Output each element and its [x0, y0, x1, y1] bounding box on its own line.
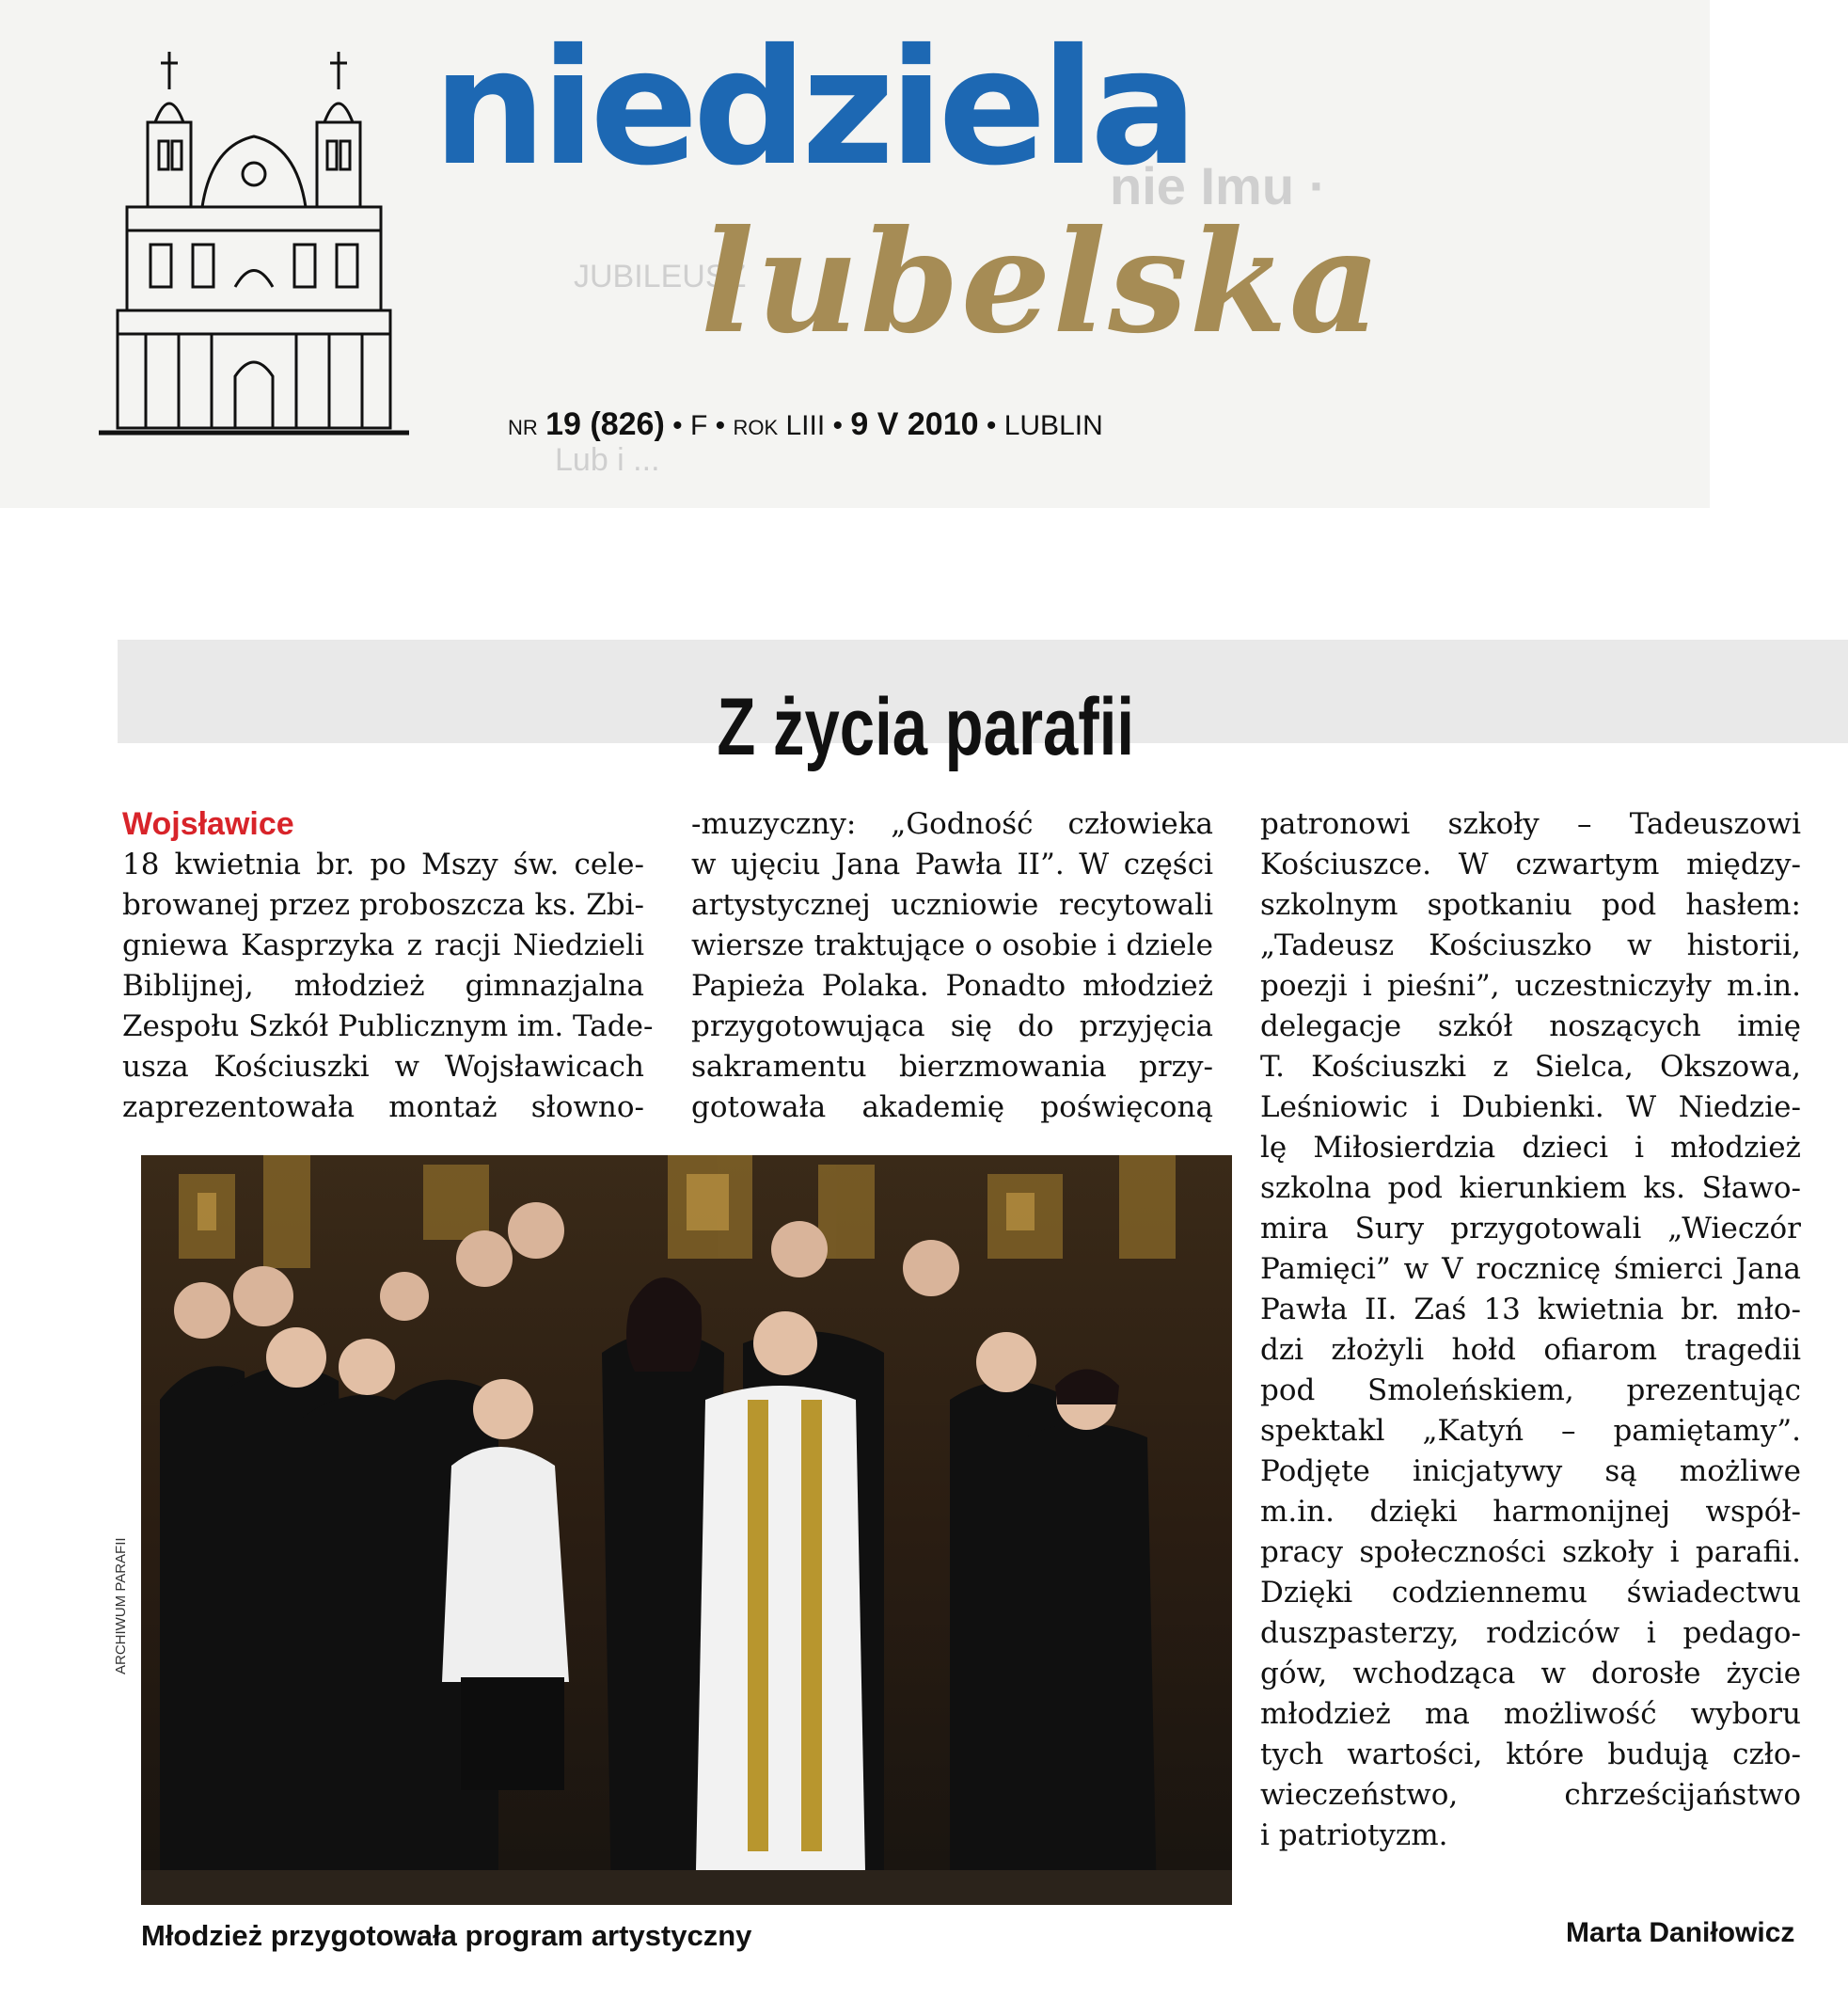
text-line: Pamięci” w V rocznicę śmierci Jana	[1260, 1252, 1801, 1286]
issue-rok-label: ROK	[733, 416, 779, 439]
text-line: -muzyczny: „Godność człowieka	[691, 807, 1213, 841]
text-line: delegacje szkół noszących imię	[1260, 1009, 1801, 1043]
text-line: Podjęte inicjatywy są możliwe	[1260, 1454, 1801, 1488]
text-line: mira Sury przygotowali „Wieczór	[1260, 1212, 1801, 1245]
issue-date: 9 V 2010	[850, 406, 979, 442]
text-line: Dzięki codziennemu świadectwu	[1260, 1576, 1801, 1610]
issue-edition: F	[689, 410, 708, 441]
text-line: pod Smoleńskiem, prezentując	[1260, 1373, 1801, 1407]
text-line: Kościuszce. W czwartym między-	[1260, 848, 1801, 881]
text-line: Leśniowic i Dubienki. W Niedzie-	[1260, 1090, 1801, 1124]
text-line: tych wartości, które budują czło-	[1260, 1737, 1801, 1771]
text-line: spektakl „Katyń – pamiętamy”.	[1260, 1414, 1801, 1448]
issue-city: LUBLIN	[1003, 410, 1103, 441]
text-line: gniewa Kasprzyka z racji Niedzieli	[122, 928, 644, 962]
text-line: T. Kościuszki z Sielca, Okszowa,	[1260, 1050, 1801, 1084]
text-line: artystycznej uczniowie recytowali	[691, 888, 1213, 922]
text-line: patronowi szkoły – Tadeuszowi	[1260, 807, 1801, 841]
issue-number: 19 (826)	[545, 406, 665, 442]
bleed-through-text: JUBILEUSZ	[574, 259, 747, 294]
article-author: Marta Daniłowicz	[1566, 1917, 1795, 1948]
text-line: dzi złożyli hołd ofiarom tragedii	[1260, 1333, 1801, 1367]
text-line: pracy społeczności szkoły i parafii.	[1260, 1535, 1801, 1569]
bleed-through-text: Lub i ...	[555, 442, 660, 478]
text-line: wieczeństwo, chrześcijaństwo	[1260, 1778, 1801, 1812]
text-line: 18 kwietnia br. po Mszy św. cele-	[122, 848, 644, 881]
article-column-2	[691, 804, 1213, 1128]
text-line: wiersze traktujące o osobie i dziele	[691, 928, 1213, 962]
article-place: Wojsławice	[122, 806, 294, 842]
text-line: i patriotyzm.	[1260, 1818, 1448, 1852]
group-photo	[141, 1155, 1232, 1905]
text-line: poezji i pieśni”, uczestniczyły m.in.	[1260, 969, 1801, 1003]
text-line: gów, wchodząca w dorosłe życie	[1260, 1657, 1801, 1690]
bleed-through-text: nie Imu ·	[1110, 156, 1327, 215]
article-column-3	[1260, 804, 1801, 1856]
article-clipping	[0, 640, 1848, 1999]
issue-rok: LIII	[785, 410, 826, 441]
text-line: Papieża Polaka. Ponadto młodzież	[691, 969, 1213, 1003]
text-line: m.in. dzięki harmonijnej współ-	[1260, 1495, 1801, 1529]
group-photo-image	[141, 1155, 1232, 1905]
text-line: sakramentu bierzmowania przy-	[691, 1050, 1213, 1084]
text-line: „Tadeusz Kościuszko w historii,	[1260, 928, 1801, 962]
text-line: młodzież ma możliwość wyboru	[1260, 1697, 1801, 1731]
text-line: szkolna pod kierunkiem ks. Sławo-	[1260, 1171, 1801, 1205]
text-line: duszpasterzy, rodziców i pedago-	[1260, 1616, 1801, 1650]
photo-credit: ARCHIWUM PARAFII	[113, 1537, 129, 1674]
text-line: gotowała akademię poświęconą	[691, 1090, 1213, 1124]
text-line: zaprezentowała montaż słowno-	[122, 1090, 644, 1124]
text-line: Zespołu Szkół Publicznym im. Tade-	[122, 1009, 654, 1043]
masthead-clipping	[0, 0, 1710, 508]
text-line: usza Kościuszki w Wojsławicach	[122, 1050, 644, 1084]
article-column-1	[122, 804, 654, 1128]
photo-caption: Młodzież przygotowała program artystyczny	[141, 1919, 752, 1952]
text-line: Biblijnej, młodzież gimnazjalna	[122, 969, 644, 1003]
text-line: w ujęciu Jana Pawła II”. W części	[691, 848, 1213, 881]
issue-nr-label: NR	[508, 416, 538, 439]
text-line: przygotowująca się do przyjęcia	[691, 1009, 1213, 1043]
article-title: Z życia parafii	[717, 682, 1134, 772]
text-line: szkolnym spotkaniu pod hasłem:	[1260, 888, 1801, 922]
church-logo-icon	[99, 33, 409, 447]
masthead-title: niedziela	[433, 15, 1193, 201]
masthead-subtitle: lubelska	[701, 199, 1382, 365]
text-line: browanej przez proboszcza ks. Zbi-	[122, 888, 644, 922]
text-line: Pawła II. Zaś 13 kwietnia br. mło-	[1260, 1293, 1801, 1326]
text-line: lę Miłosierdzia dzieci i młodzież	[1260, 1131, 1801, 1165]
issue-info: NR 19 (826) • F • ROK LIII • 9 V 2010 • LUBLIN	[508, 406, 1103, 442]
